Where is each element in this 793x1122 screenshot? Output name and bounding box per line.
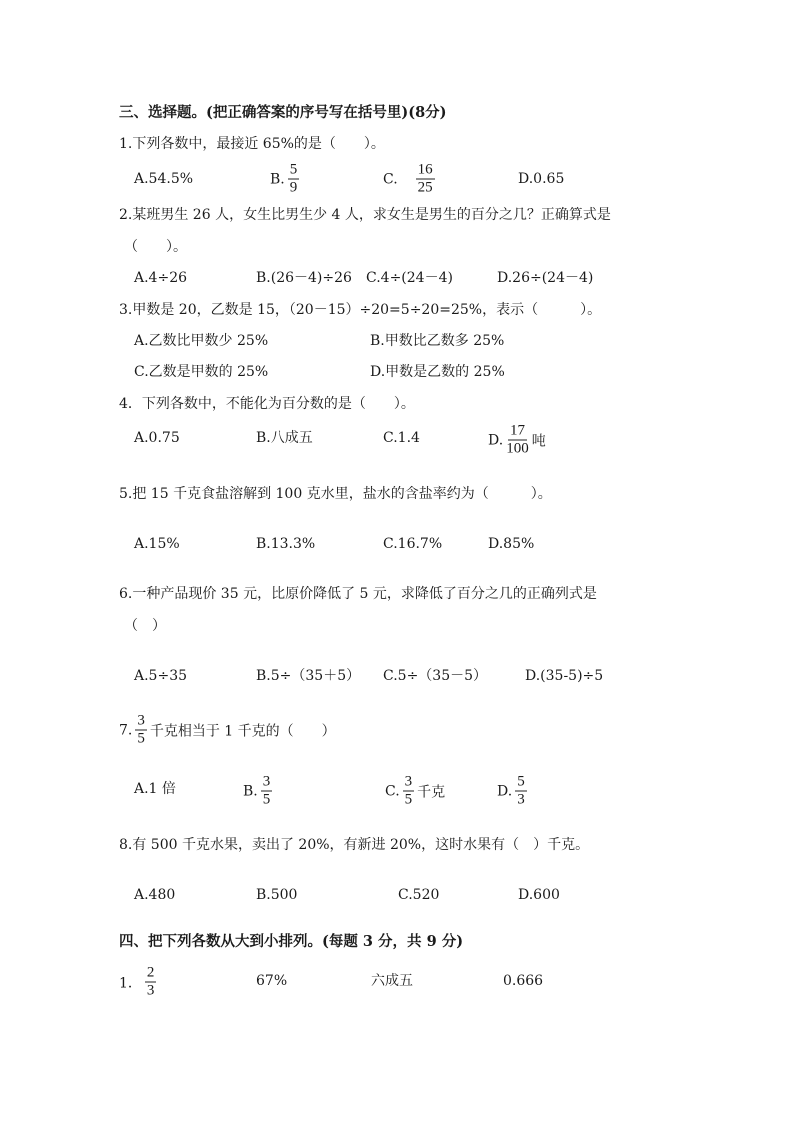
numerator: 2	[146, 964, 155, 981]
q5-option-a: A.15%	[134, 536, 180, 552]
question-6-stem: 6.一种产品现价 35 元，比原价降低了 5 元，求降低了百分之几的正确列式是	[119, 586, 597, 602]
fraction	[261, 774, 273, 809]
numerator: 3	[404, 773, 413, 790]
fraction	[403, 774, 415, 809]
unit: 吨	[531, 433, 546, 449]
q5-option-d: D.85%	[488, 536, 535, 552]
q2-option-b: B.(26－4)÷26	[256, 270, 352, 286]
option-label: B.	[270, 171, 285, 187]
q4-option-b: B.八成五	[256, 430, 313, 446]
q1-option-b	[270, 162, 302, 197]
option-label: C.	[385, 783, 400, 799]
question-1-stem: 1.下列各数中，最接近 65%的是（ ）。	[119, 136, 385, 152]
q4-option-a: A.0.75	[134, 430, 180, 446]
option-label: D.	[488, 432, 504, 448]
q1-option-d: D.0.65	[518, 171, 565, 187]
q6-option-d: D.(35-5)÷5	[525, 668, 604, 684]
q3-option-c: C.乙数是甲数的 25%	[134, 364, 269, 380]
q2-option-d: D.26÷(24－4)	[497, 270, 594, 286]
q3-option-b: B.甲数比乙数多 25%	[370, 333, 505, 349]
denominator: 9	[289, 179, 298, 196]
denominator: 5	[262, 791, 271, 808]
q1-option-a: A.54.5%	[134, 171, 194, 187]
fraction	[506, 423, 529, 458]
denominator: 100	[506, 440, 529, 457]
q5-option-c: C.16.7%	[383, 536, 443, 552]
q5-option-b: B.13.3%	[256, 536, 316, 552]
question-6-blank: （ ）	[124, 618, 166, 634]
denominator: 25	[417, 179, 433, 196]
fraction	[145, 965, 157, 1000]
question-3-stem: 3.甲数是 20，乙数是 15，（20－15）÷20=5÷20=25%，表示（ ）。	[119, 302, 602, 318]
stem-text: 千克相当于 1 千克的（ ）	[149, 723, 336, 739]
numerator: 5	[289, 161, 298, 178]
denominator: 3	[517, 791, 525, 808]
section-4-heading: 四、把下列各数从大到小排列。(每题 3 分，共 9 分)	[119, 933, 464, 950]
option-label: B.	[243, 783, 258, 799]
s4-row-1-value-c: 六成五	[371, 973, 413, 989]
q1-option-c	[383, 162, 438, 197]
q2-option-a: A.4÷26	[134, 270, 188, 286]
fraction	[416, 162, 435, 197]
row-number: 1．	[119, 975, 142, 991]
option-label: C.	[383, 171, 398, 187]
q2-option-c: C.4÷(24－4)	[366, 270, 453, 286]
s4-row-1-value-b: 67%	[256, 973, 288, 989]
question-7-stem	[119, 713, 336, 748]
option-label: D.	[497, 783, 513, 799]
s4-row-1-value-d: 0.666	[503, 973, 544, 989]
q3-option-a: A.乙数比甲数少 25%	[134, 333, 269, 349]
unit: 千克	[417, 784, 446, 800]
fraction	[288, 162, 300, 197]
question-number: 7.	[119, 722, 133, 738]
s4-row-1-first	[119, 965, 159, 1000]
q6-option-b: B.5÷（35＋5）	[256, 668, 361, 684]
q6-option-c: C.5÷（35－5）	[383, 668, 488, 684]
question-2-stem: 2.某班男生 26 人，女生比男生少 4 人，求女生是男生的百分之几？正确算式是	[119, 207, 611, 223]
question-5-stem: 5.把 15 千克食盐溶解到 100 克水里，盐水的含盐率约为（ ）。	[119, 486, 552, 502]
q4-option-d	[488, 423, 546, 458]
q8-option-d: D.600	[518, 887, 560, 903]
question-4-stem: 4．下列各数中，不能化为百分数的是（ ）。	[119, 396, 415, 412]
q8-option-b: B.500	[256, 887, 298, 903]
numerator: 16	[417, 161, 433, 178]
question-2-blank: （ ）。	[124, 239, 187, 255]
numerator: 3	[262, 773, 271, 790]
q7-option-d	[497, 774, 530, 809]
numerator: 5	[517, 773, 525, 790]
denominator: 3	[146, 982, 155, 999]
section-3-heading: 三、选择题。(把正确答案的序号写在括号里)(8分)	[119, 104, 447, 121]
fraction	[515, 774, 527, 809]
denominator: 5	[137, 730, 145, 747]
numerator: 3	[137, 712, 145, 729]
q4-option-c: C.1.4	[383, 430, 420, 446]
fraction	[135, 713, 147, 748]
q6-option-a: A.5÷35	[134, 668, 188, 684]
denominator: 5	[404, 791, 413, 808]
q8-option-c: C.520	[398, 887, 440, 903]
numerator: 17	[509, 422, 525, 439]
q7-option-a: A.1 倍	[134, 781, 176, 797]
q7-option-c	[385, 774, 445, 809]
q3-option-d: D.甲数是乙数的 25%	[370, 364, 505, 380]
q7-option-b	[243, 774, 275, 809]
question-8-stem: 8.有 500 千克水果，卖出了 20%，有新进 20%，这时水果有（ ）千克。	[119, 837, 590, 853]
q8-option-a: A.480	[134, 887, 176, 903]
